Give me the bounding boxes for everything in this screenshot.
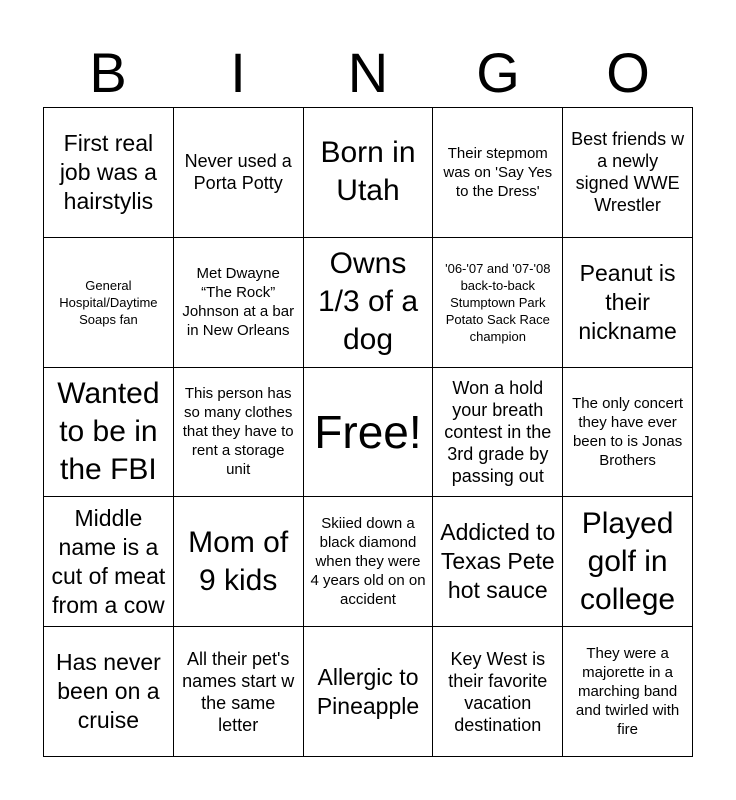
bingo-grid <box>43 107 693 757</box>
bingo-cell[interactable]: Never used a Porta Potty <box>174 108 304 238</box>
bingo-cell[interactable]: Key West is their favorite vacation destination <box>433 627 563 757</box>
header-letter-o: O <box>606 41 650 104</box>
free-space-cell[interactable]: Free! <box>304 368 434 498</box>
header-letter-i: I <box>230 41 246 104</box>
bingo-cell[interactable]: All their pet's names start w the same letter <box>174 627 304 757</box>
bingo-cell[interactable]: First real job was a hairstylis <box>44 108 174 238</box>
bingo-cell[interactable]: The only concert they have ever been to is Jonas Brothers <box>563 368 693 498</box>
bingo-cell[interactable]: Born in Utah <box>304 108 434 238</box>
bingo-cell[interactable]: Skiied down a black diamond when they were 4 years old on on accident <box>304 497 434 627</box>
bingo-cell[interactable]: Owns 1/3 of a dog <box>304 238 434 368</box>
bingo-cell[interactable]: Won a hold your breath contest in the 3rd grade by passing out <box>433 368 563 498</box>
bingo-cell[interactable]: Played golf in college <box>563 497 693 627</box>
header-letter-n: N <box>347 41 389 104</box>
bingo-cell[interactable]: Allergic to Pineapple <box>304 627 434 757</box>
bingo-cell[interactable]: Peanut is their nickname <box>563 238 693 368</box>
header-letter-g: G <box>476 41 520 104</box>
bingo-cell[interactable]: Met Dwayne “The Rock” Johnson at a bar in New Orleans <box>174 238 304 368</box>
bingo-cell[interactable]: This person has so many clothes that they have to rent a storage unit <box>174 368 304 498</box>
bingo-cell[interactable]: Wanted to be in the FBI <box>44 368 174 498</box>
bingo-cell[interactable]: General Hospital/Daytime Soaps fan <box>44 238 174 368</box>
bingo-cell[interactable]: They were a majorette in a marching band and twirled with fire <box>563 627 693 757</box>
bingo-cell[interactable]: Their stepmom was on 'Say Yes to the Dress' <box>433 108 563 238</box>
bingo-cell[interactable]: Has never been on a cruise <box>44 627 174 757</box>
bingo-cell[interactable]: Mom of 9 kids <box>174 497 304 627</box>
header-letter-b: B <box>89 41 127 104</box>
bingo-cell[interactable]: Addicted to Texas Pete hot sauce <box>433 497 563 627</box>
bingo-cell[interactable]: Middle name is a cut of meat from a cow <box>44 497 174 627</box>
bingo-cell[interactable]: '06-'07 and '07-'08 back-to-back Stumptown Park Potato Sack Race champion <box>433 238 563 368</box>
bingo-header <box>43 40 693 106</box>
bingo-cell[interactable]: Best friends w a newly signed WWE Wrestler <box>563 108 693 238</box>
